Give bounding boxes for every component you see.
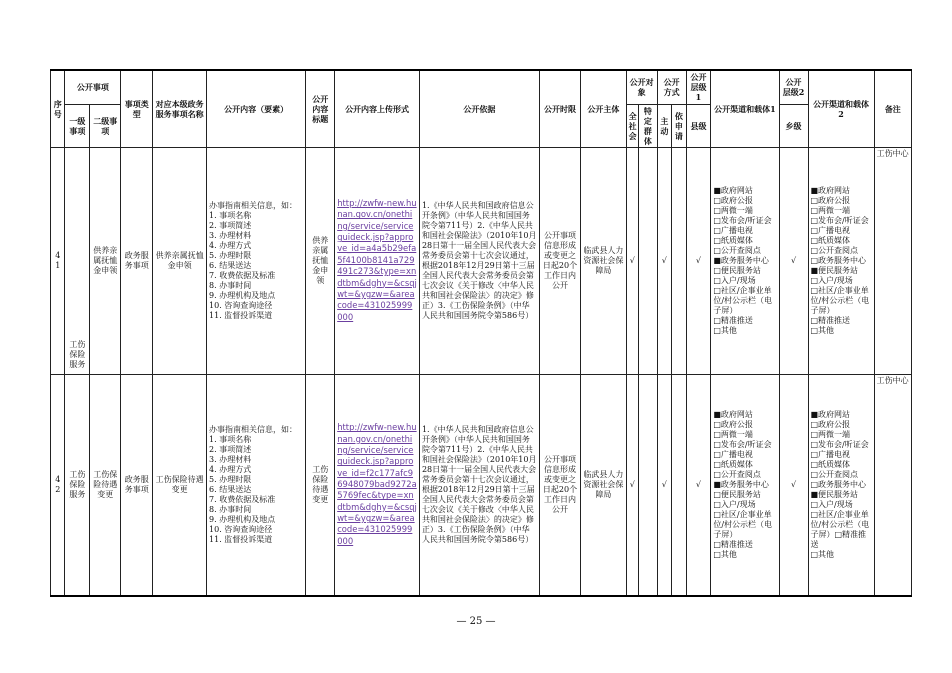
- channel-item: □社区/企事业单位/村公示栏（电子屏）: [713, 285, 773, 315]
- content-item: 11. 监督投诉渠道: [209, 310, 273, 320]
- row-content: [207, 147, 306, 374]
- row-upload-form: [335, 147, 420, 374]
- row-channel-2: [808, 147, 874, 374]
- row-level-town: √: [779, 147, 808, 374]
- channel-item: □其他: [713, 325, 737, 335]
- header-channel-2: 公开渠道和载体2: [808, 70, 874, 147]
- header-seq: 序号: [51, 70, 65, 147]
- channel-item: □两微一端: [713, 429, 753, 439]
- channel-item: □发布会/听证会: [810, 439, 869, 449]
- channel-item: □发布会/听证会: [713, 215, 772, 225]
- row-level2: 供养亲属抚恤金申领: [90, 147, 121, 374]
- content-item: 7. 收费依据及标准: [209, 494, 276, 504]
- row-basis: 1.《中华人民共和国政府信息公开条例》（中华人民共和国国务院令第711号）2.《中华人民共和国社会保险法》（2010年10月28日第十一届全国人民代表大会常务委员会第十七次会议通过，根据2018年12月29日第十三届全国人民代表大会常务委员会第七次会议《关于修改〈中华人民共和国社会保险法〉的决定》修正）3.《工伤保险条例》（中华人民共和国国务院令第586号）: [419, 374, 539, 596]
- channel-item: ■政府网站: [810, 409, 851, 419]
- channel-item: □政府公报: [713, 195, 753, 205]
- header-basis: 公开依据: [419, 70, 539, 147]
- content-item: 9. 办理机构及地点: [209, 290, 276, 300]
- channel-item: □政务服务中心: [810, 255, 867, 265]
- channel-item: □公开查阅点: [810, 245, 859, 255]
- channel-item: □精准推送: [810, 315, 851, 325]
- header-content-title: 公开内容标题: [306, 70, 335, 147]
- content-item: 5. 办理时限: [209, 474, 252, 484]
- row-seq: 41: [51, 147, 65, 374]
- row-method-active: √: [657, 374, 671, 596]
- row-channel-1: [711, 374, 779, 596]
- channel-item: □精准推送: [713, 315, 753, 325]
- page-number: — 25 —: [456, 616, 496, 627]
- channel-item: ■政府网站: [713, 185, 753, 195]
- disclosure-table: [50, 69, 912, 597]
- channel-item: □广播电视: [713, 225, 753, 235]
- content-intro: 办事指南相关信息，如：: [209, 424, 298, 434]
- content-item: 4. 办理方式: [209, 464, 252, 474]
- row-level1: 工伤保险服务: [65, 147, 90, 374]
- channel-item: □政府公报: [810, 419, 851, 429]
- row-remark: 工伤中心: [874, 147, 911, 374]
- content-item: 10. 咨询查询途径: [209, 300, 273, 310]
- header-level-2-town: 乡级: [779, 104, 808, 147]
- channel-item: □两微一端: [810, 205, 851, 215]
- content-item: 5. 办理时限: [209, 250, 252, 260]
- header-method-active: 主动: [657, 104, 671, 147]
- channel-item: □广播电视: [713, 449, 753, 459]
- row-level-town: √: [779, 374, 808, 596]
- service-guide-link[interactable]: http://zwfw-new.hunan.gov.cn/onething/service/serviceguideck.jsp?approve_id=a4a5b29efa5f4100b8141a729491c273&type=xndtbm&dghy=&csqjwt=&ygzw=&areacode=431025999000: [337, 198, 417, 322]
- content-item: 3. 办理材料: [209, 454, 252, 464]
- header-target: 公开对象: [626, 70, 657, 104]
- content-item: 1. 事项名称: [209, 210, 252, 220]
- row-time-limit: 公开事项信息形成或变更之日起20个工作日内公开: [539, 147, 580, 374]
- content-intro: 办事指南相关信息，如：: [209, 200, 298, 210]
- header-time-limit: 公开时限: [539, 70, 580, 147]
- row-subject: 临武县人力资源社会保障局: [581, 147, 626, 374]
- header-service-name: 对应本级政务服务事项名称: [153, 70, 207, 147]
- channel-item: ■政府网站: [810, 185, 851, 195]
- row-basis: 1.《中华人民共和国政府信息公开条例》（中华人民共和国国务院令第711号）2.《中华人民共和国社会保险法》（2010年10月28日第十一届全国人民代表大会常务委员会第十七次会议通过，根据2018年12月29日第十三届全国人民代表大会常务委员会第七次会议《关于修改〈中华人民共和国社会保险法〉的决定》修正）3.《工伤保险条例》（中华人民共和国国务院令第586号）: [419, 147, 539, 374]
- row-level1: 工伤保险服务: [65, 374, 90, 596]
- content-item: 7. 收费依据及标准: [209, 270, 276, 280]
- row-subject: 临武县人力资源社会保障局: [581, 374, 626, 596]
- row-time-limit: 公开事项信息形成或变更之日起20个工作日内公开: [539, 374, 580, 596]
- channel-item: □两微一端: [810, 429, 851, 439]
- channel-item: □公开查阅点: [713, 245, 761, 255]
- row-method-active: √: [657, 147, 671, 374]
- channel-item: □公开查阅点: [810, 469, 859, 479]
- channel-item: □政务服务中心: [810, 479, 867, 489]
- row-content-title: 工伤保险待遇变更: [306, 374, 335, 596]
- row-service-name: 工伤保险待遇变更: [153, 374, 207, 596]
- channel-item: ■便民服务站: [810, 265, 859, 275]
- channel-item: ■政务服务中心: [713, 255, 769, 265]
- header-method: 公开方式: [657, 70, 686, 104]
- content-item: 8. 办事时间: [209, 280, 252, 290]
- content-item: 1. 事项名称: [209, 434, 252, 444]
- row-service-name: 供养亲属抚恤金申领: [153, 147, 207, 374]
- content-item: 6. 结果送达: [209, 484, 252, 494]
- channel-item: □广播电视: [810, 225, 851, 235]
- row-level2: 工伤保险待遇变更: [90, 374, 121, 596]
- table-row: [51, 374, 912, 596]
- header-remark: 备注: [874, 70, 911, 147]
- row-type: 政务服务事项: [121, 374, 153, 596]
- header-target-all: 全社会: [626, 104, 638, 147]
- content-item: 6. 结果送达: [209, 260, 252, 270]
- channel-item: □其他: [810, 325, 835, 335]
- header-channel-1: 公开渠道和载体1: [711, 70, 779, 147]
- channel-item: □便民服务站: [713, 265, 761, 275]
- channel-item: □入户/现场: [810, 275, 853, 285]
- service-guide-link[interactable]: http://zwfw-new.hunan.gov.cn/onething/service/serviceguideck.jsp?approve_id=f2c177afc96948079bad9272a5769fec&type=xndtbm&dghy=&csqjwt=&ygzw=&areacode=431025999000: [337, 422, 417, 546]
- header-method-apply: 依申请: [672, 104, 686, 147]
- channel-item: □纸质媒体: [713, 235, 753, 245]
- row-target-all: √: [626, 374, 638, 596]
- channel-item: □政府公报: [810, 195, 851, 205]
- channel-item: □政府公报: [713, 419, 753, 429]
- row-level-county: √: [686, 147, 711, 374]
- row-target-specific: [639, 374, 658, 596]
- header-target-specific: 特定群体: [639, 104, 658, 147]
- channel-item: □发布会/听证会: [713, 439, 772, 449]
- row-target-specific: [639, 147, 658, 374]
- content-item: 11. 监督投诉渠道: [209, 534, 273, 544]
- channel-item: □便民服务站: [713, 489, 761, 499]
- channel-item: □入户/现场: [713, 499, 756, 509]
- channel-item: ■政府网站: [713, 409, 753, 419]
- channel-item: □社区/企事业单位/村公示栏（电子屏）□精准推送: [810, 509, 870, 549]
- channel-item: □其他: [713, 549, 737, 559]
- row-content: [207, 374, 306, 596]
- row-seq: 42: [51, 374, 65, 596]
- row-channel-1: [711, 147, 779, 374]
- header-gongkai-shixiang: 公开事项: [65, 70, 121, 104]
- channel-item: ■便民服务站: [810, 489, 859, 499]
- header-level1: 一级事项: [65, 104, 90, 147]
- content-item: 4. 办理方式: [209, 240, 252, 250]
- channel-item: □入户/现场: [713, 275, 756, 285]
- row-remark: 工伤中心: [874, 374, 911, 596]
- channel-item: ■政务服务中心: [713, 479, 769, 489]
- table-row: [51, 147, 912, 374]
- channel-item: □公开查阅点: [713, 469, 761, 479]
- channel-item: □广播电视: [810, 449, 851, 459]
- channel-item: □社区/企事业单位/村公示栏（电子屏）: [810, 285, 870, 315]
- channel-item: □两微一端: [713, 205, 753, 215]
- content-item: 3. 办理材料: [209, 230, 252, 240]
- channel-item: □纸质媒体: [713, 459, 753, 469]
- channel-item: □社区/企事业单位/村公示栏（电子屏）: [713, 509, 773, 539]
- row-content-title: 供养亲属抚恤金申领: [306, 147, 335, 374]
- header-content: 公开内容（要素）: [207, 70, 306, 147]
- header-level-2: 公开层级2: [779, 70, 808, 104]
- channel-item: □发布会/听证会: [810, 215, 869, 225]
- row-method-apply: [672, 147, 686, 374]
- channel-item: □入户/现场: [810, 499, 853, 509]
- channel-item: □纸质媒体: [810, 459, 851, 469]
- row-upload-form: [335, 374, 420, 596]
- channel-item: □纸质媒体: [810, 235, 851, 245]
- header-level-1-county: 县级: [686, 104, 711, 147]
- content-item: 2. 事项简述: [209, 444, 252, 454]
- header-type: 事项类型: [121, 70, 153, 147]
- content-item: 8. 办事时间: [209, 504, 252, 514]
- channel-item: □精准推送: [713, 539, 753, 549]
- row-target-all: √: [626, 147, 638, 374]
- header-row-1: [51, 70, 912, 104]
- content-item: 9. 办理机构及地点: [209, 514, 276, 524]
- header-level2: 二级事项: [90, 104, 121, 147]
- content-item: 10. 咨询查询途径: [209, 524, 273, 534]
- header-upload-form: 公开内容上传形式: [335, 70, 420, 147]
- row-type: 政务服务事项: [121, 147, 153, 374]
- row-channel-2: [808, 374, 874, 596]
- content-item: 2. 事项简述: [209, 220, 252, 230]
- row-level-county: √: [686, 374, 711, 596]
- channel-item: □其他: [810, 549, 835, 559]
- header-subject: 公开主体: [581, 70, 626, 147]
- row-method-apply: [672, 374, 686, 596]
- header-level-1: 公开层级1: [686, 70, 711, 104]
